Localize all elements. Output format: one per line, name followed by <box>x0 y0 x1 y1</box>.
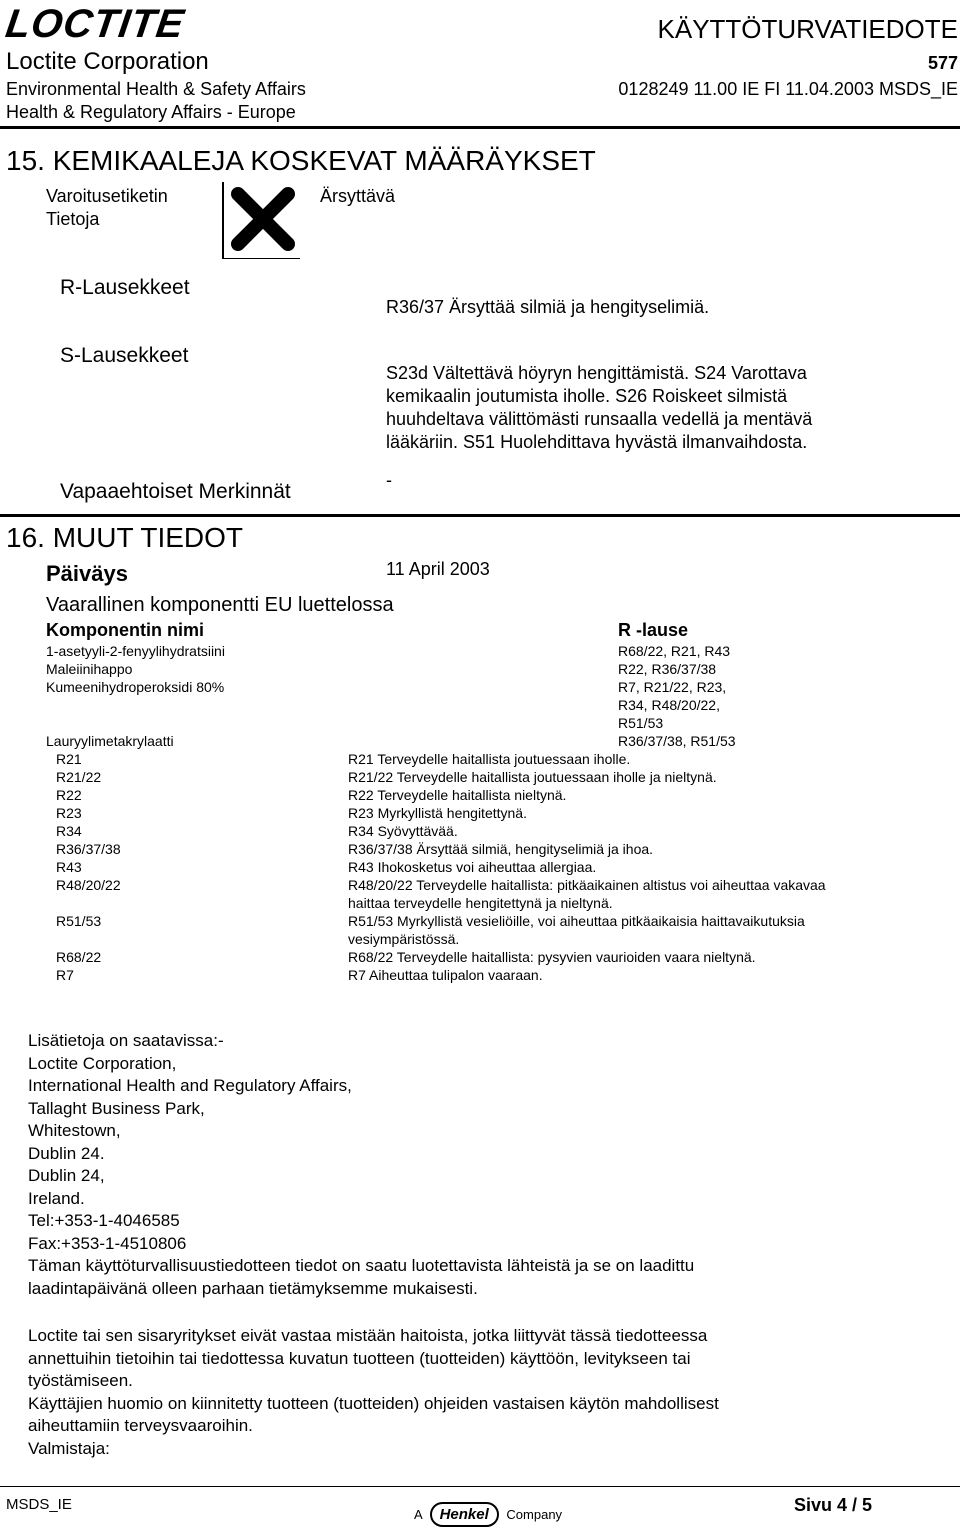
document-code: 0128249 11.00 IE FI 11.04.2003 MSDS_IE <box>618 79 958 99</box>
date-value: 11 April 2003 <box>386 559 490 579</box>
disclaimer-block <box>28 1325 719 1460</box>
disclaimer-line: työstämiseen. <box>28 1371 133 1390</box>
footer-rule <box>0 1486 960 1487</box>
hazard-label: Ärsyttävä <box>320 186 396 206</box>
phrase-text: R21/22 Terveydelle haitallista joutuessaan iholle ja nieltynä. <box>348 769 717 785</box>
r-phrases-label: R-Lausekkeet <box>60 276 190 299</box>
component-name: 1-asetyyli-2-fenyylihydratsiini <box>46 643 225 659</box>
phrase-code: R51/53 <box>56 913 102 929</box>
phrase-text: R23 Myrkyllistä hengitettynä. <box>348 805 527 821</box>
irritant-x-icon <box>224 182 300 258</box>
optional-markings-value: - <box>386 470 392 490</box>
phrase-code: R22 <box>56 787 82 803</box>
column-r-phrase: R -lause <box>618 620 689 640</box>
phrase-code: R23 <box>56 805 82 821</box>
disclaimer-line: annettuihin tietoihin tai tiedottessa kuvatun tuotteen (tuotteiden) käyttöön, levitykseen tai <box>28 1348 691 1368</box>
phrase-text: vesiympäristössä. <box>348 931 460 947</box>
phrase-text: R22 Terveydelle haitallista nieltynä. <box>348 787 567 803</box>
phrase-text: R68/22 Terveydelle haitallista: pysyvien vaurioiden vaara nieltynä. <box>348 949 756 965</box>
s-phrases-label: S-Lausekkeet <box>60 344 189 367</box>
hazard-symbol <box>222 182 300 259</box>
phrase-code: R68/22 <box>56 949 102 965</box>
phrase-code: R34 <box>56 823 82 839</box>
component-r: R22, R36/37/38 <box>618 661 717 677</box>
phrase-text: R36/37/38 Ärsyttää silmiä, hengityselimiä ja ihoa. <box>348 841 654 857</box>
disclaimer-line: Loctite tai sen sisaryritykset eivät vastaa mistään haitoista, jotka liittyvät tässä tiedotteessa <box>28 1326 708 1345</box>
department-line-1: Environmental Health & Safety Affairs <box>6 79 306 99</box>
contact-line: Ireland. <box>28 1188 85 1208</box>
s-phrase-line: S23d Vältettävä höyryn hengittämistä. S24 Varottava <box>386 363 807 383</box>
department-line-2: Health & Regulatory Affairs - Europe <box>6 102 296 122</box>
contact-line: laadintapäivänä olleen parhaan tietämyksemme mukaisesti. <box>28 1278 478 1298</box>
henkel-company: Company <box>506 1507 563 1522</box>
phrase-text: R34 Syövyttävää. <box>348 823 458 839</box>
components-table <box>46 642 946 982</box>
page-code: 577 <box>927 53 958 73</box>
components-heading: Vaarallinen komponentti EU luettelossa <box>46 594 394 616</box>
component-r: R7, R21/22, R23, <box>618 679 727 695</box>
contact-line: Dublin 24. <box>28 1143 105 1163</box>
loctite-logo: LOCTITE <box>2 2 188 46</box>
component-r: R51/53 <box>618 715 664 731</box>
phrase-text: R51/53 Myrkyllistä vesieliöille, voi aiheuttaa pitkäaikaisia haittavaikutuksia <box>348 913 805 929</box>
phrase-text: R21 Terveydelle haitallista joutuessaan iholle. <box>348 751 631 767</box>
label-info-line-1: Varoitusetiketin <box>46 186 168 206</box>
disclaimer-line: Valmistaja: <box>28 1438 110 1458</box>
contact-line: Lisätietoja on saatavissa:- <box>28 1031 224 1050</box>
henkel-company-logo <box>414 1502 562 1527</box>
contact-line: Fax:+353-1-4510806 <box>28 1233 187 1253</box>
section-15-title: 15. KEMIKAALEJA KOSKEVAT MÄÄRÄYKSET <box>6 145 596 176</box>
component-r: R36/37/38, R51/53 <box>618 733 736 749</box>
component-name: Kumeenihydroperoksidi 80% <box>46 679 225 695</box>
henkel-logo-oval: Henkel <box>430 1502 499 1527</box>
contact-line: International Health and Regulatory Affairs, <box>28 1076 352 1095</box>
phrase-text: R7 Aiheuttaa tulipalon vaaraan. <box>348 967 543 983</box>
contact-line: Tel:+353-1-4046585 <box>28 1211 180 1230</box>
phrase-text: R43 Ihokosketus voi aiheuttaa allergiaa. <box>348 859 597 875</box>
contact-line: Loctite Corporation, <box>28 1053 177 1073</box>
phrase-text: haittaa terveydelle hengitettynä ja nieltynä. <box>348 895 613 911</box>
header-rule <box>0 126 960 129</box>
disclaimer-line: Käyttäjien huomio on kiinnitetty tuotteen (tuotteiden) ohjeiden vastaisen käytön mahdollisest <box>28 1393 719 1413</box>
contact-line: Whitestown, <box>28 1121 121 1140</box>
label-info-line-2: Tietoja <box>46 209 100 229</box>
r-phrases-text: R36/37 Ärsyttää silmiä ja hengityselimiä. <box>386 297 710 317</box>
contact-line: Täman käyttöturvallisuustiedotteen tiedot on saatu luotettavista lähteistä ja se on laadittu <box>28 1256 695 1275</box>
contact-block <box>28 1030 694 1300</box>
component-r: R34, R48/20/22, <box>618 697 720 713</box>
page-number: Sivu 4 / 5 <box>793 1495 872 1515</box>
s-phrase-line: lääkäriin. S51 Huolehdittava hyvästä ilmanvaihdosta. <box>386 432 808 452</box>
phrase-code: R43 <box>56 859 82 875</box>
phrase-code: R21/22 <box>56 769 102 785</box>
document-title: KÄYTTÖTURVATIEDOTE <box>657 14 958 44</box>
phrase-code: R48/20/22 <box>56 877 121 893</box>
phrase-text: R48/20/22 Terveydelle haitallista: pitkäaikainen altistus voi aiheuttaa vakavaa <box>348 877 826 893</box>
optional-markings-label: Vapaaehtoiset Merkinnät <box>60 480 291 503</box>
s-phrase-line: huuhdeltava välittömästi runsaalla vedellä ja mentävä <box>386 409 813 429</box>
henkel-a: A <box>414 1507 422 1522</box>
column-component-name: Komponentin nimi <box>46 620 204 640</box>
disclaimer-line: aiheuttamiin terveysvaaroihin. <box>28 1416 253 1435</box>
phrase-code: R36/37/38 <box>56 841 121 857</box>
s-phrases-text <box>386 362 812 454</box>
corporation-name: Loctite Corporation <box>6 48 209 75</box>
section-rule <box>0 514 960 517</box>
date-label: Päiväys <box>46 561 128 586</box>
s-phrase-line: kemikaalin joutumista iholle. S26 Roiskeet silmistä <box>386 386 788 406</box>
contact-line: Dublin 24, <box>28 1166 105 1185</box>
footer-code: MSDS_IE <box>6 1496 72 1513</box>
phrase-code: R21 <box>56 751 82 767</box>
section-16-title: 16. MUUT TIEDOT <box>6 522 244 553</box>
component-name: Lauryylimetakrylaatti <box>46 733 174 749</box>
component-name: Maleiinihappo <box>46 661 133 677</box>
phrase-code: R7 <box>56 967 74 983</box>
contact-line: Tallaght Business Park, <box>28 1098 205 1118</box>
component-r: R68/22, R21, R43 <box>618 643 731 659</box>
